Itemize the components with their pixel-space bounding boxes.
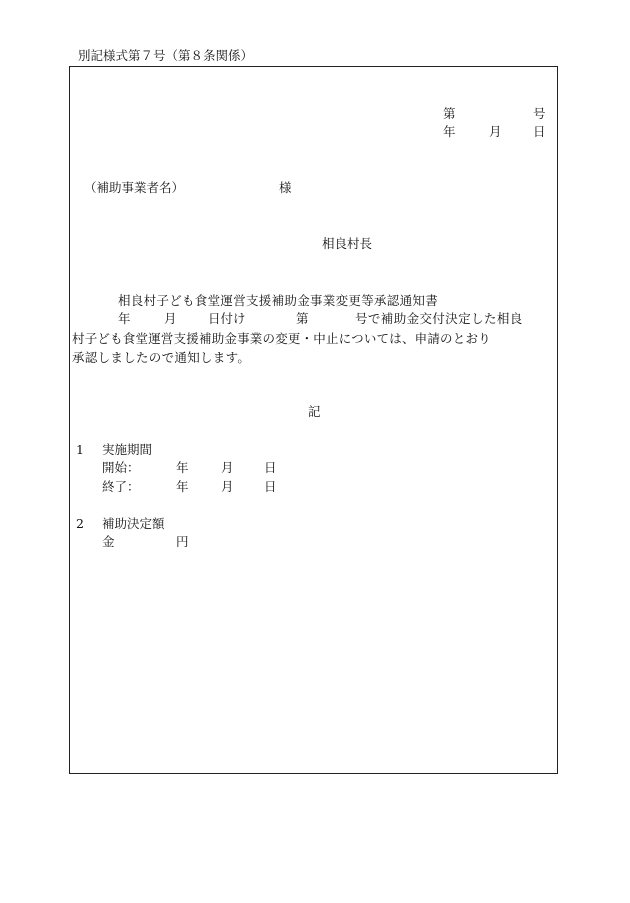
body-line1-no: 第 bbox=[296, 311, 309, 326]
body-line1-month: 月 bbox=[164, 311, 177, 326]
item1-end-label: 終了： bbox=[102, 479, 140, 494]
item2-amount-prefix: 金 bbox=[102, 534, 115, 549]
body-line2: 村子ども食堂運営支援補助金事業の変更・中止については、申請のとおり bbox=[72, 331, 491, 346]
item1-start-year: 年 bbox=[176, 460, 189, 475]
item1-start-label: 開始： bbox=[102, 460, 140, 475]
doc-number-suffix: 号 bbox=[533, 106, 546, 121]
item2-label: 補助決定額 bbox=[102, 516, 165, 531]
item1-number: 1 bbox=[76, 442, 84, 457]
body-line3: 承認しましたので通知します。 bbox=[72, 350, 251, 365]
item1-start-day: 日 bbox=[264, 460, 277, 475]
item1-end-year: 年 bbox=[176, 479, 189, 494]
item1-start-month: 月 bbox=[221, 460, 234, 475]
doc-number-prefix: 第 bbox=[443, 106, 456, 121]
body-line1-year: 年 bbox=[118, 311, 131, 326]
document-title: 相良村子ども食堂運営支援補助金事業変更等承認通知書 bbox=[118, 293, 439, 308]
recipient-honorific: 様 bbox=[279, 180, 292, 195]
body-line1-dated: 日付け bbox=[208, 311, 246, 326]
body-line1-rest: 号で補助金交付決定した相良 bbox=[355, 311, 523, 326]
document-frame bbox=[69, 66, 558, 774]
date-year: 年 bbox=[443, 124, 456, 139]
ki-heading: 記 bbox=[308, 404, 321, 419]
date-month: 月 bbox=[489, 124, 502, 139]
form-label: 別記様式第７号（第８条関係） bbox=[78, 48, 254, 63]
item2-number: 2 bbox=[76, 516, 84, 531]
issuer-name: 相良村長 bbox=[322, 236, 373, 251]
item1-label: 実施期間 bbox=[102, 442, 153, 457]
item1-end-month: 月 bbox=[221, 479, 234, 494]
recipient-name-placeholder: （補助事業者名） bbox=[84, 180, 185, 195]
item2-amount-unit: 円 bbox=[176, 534, 189, 549]
item1-end-day: 日 bbox=[264, 479, 277, 494]
date-day: 日 bbox=[533, 124, 546, 139]
